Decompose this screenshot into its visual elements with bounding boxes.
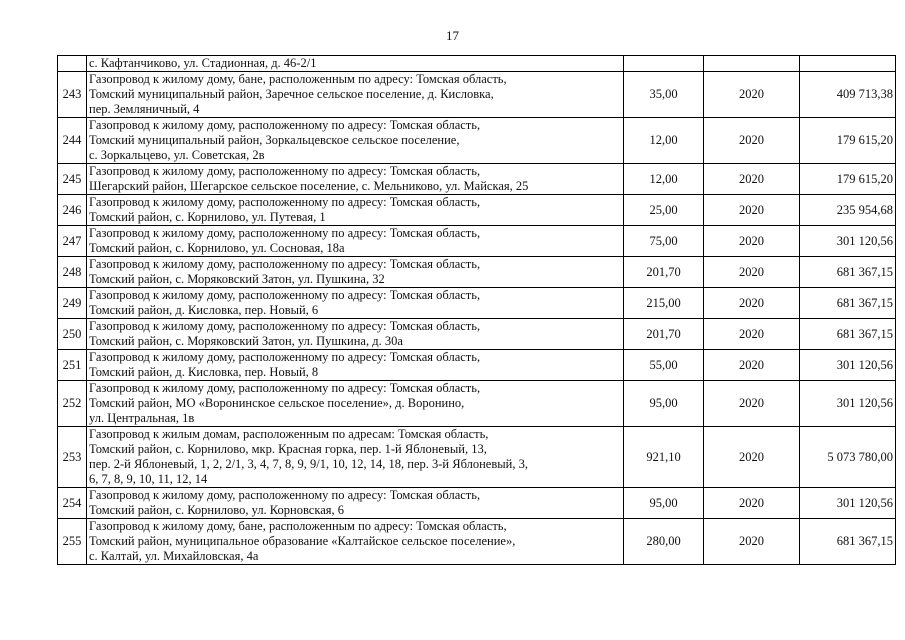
row-cost: 681 367,15	[800, 519, 896, 565]
row-description: Газопровод к жилому дому, расположенному по адресу: Томская область, Томский район, с. Моряковский Затон, ул. Пушкина, д. 30а	[87, 319, 624, 350]
row-description: Газопровод к жилому дому, расположенному по адресу: Томская область, Шегарский район, Шегарское сельское поселение, с. Мельниково, ул. Майская, 25	[87, 164, 624, 195]
row-description: Газопровод к жилому дому, расположенному по адресу: Томская область, Томский район, с. Моряковский Затон, ул. Пушкина, 32	[87, 257, 624, 288]
row-description: Газопровод к жилому дому, расположенному по адресу: Томская область, Томский район, д. Кисловка, пер. Новый, 6	[87, 288, 624, 319]
row-cost: 301 120,56	[800, 350, 896, 381]
row-description: Газопровод к жилому дому, бане, расположенным по адресу: Томская область, Томский муниципальный район, Заречное сельское поселение, д. Кисловка, пер. Земляничный, 4	[87, 72, 624, 118]
row-number: 248	[58, 257, 87, 288]
table-row	[58, 488, 896, 519]
row-length: 25,00	[624, 195, 704, 226]
row-cost: 179 615,20	[800, 164, 896, 195]
row-year: 2020	[704, 226, 800, 257]
row-number: 251	[58, 350, 87, 381]
row-number: 253	[58, 427, 87, 488]
row-year: 2020	[704, 488, 800, 519]
table-row	[58, 319, 896, 350]
row-year: 2020	[704, 195, 800, 226]
row-number: 247	[58, 226, 87, 257]
row-length: 75,00	[624, 226, 704, 257]
row-description: Газопровод к жилому дому, бане, расположенным по адресу: Томская область, Томский район, муниципальное образование «Калтайское сельское поселение», с. Калтай, ул. Михайловская, 4а	[87, 519, 624, 565]
row-year: 2020	[704, 164, 800, 195]
row-year: 2020	[704, 72, 800, 118]
row-year: 2020	[704, 350, 800, 381]
row-cost: 301 120,56	[800, 488, 896, 519]
page-number: 17	[446, 28, 459, 43]
row-year: 2020	[704, 427, 800, 488]
row-length: 35,00	[624, 72, 704, 118]
table-row	[58, 118, 896, 164]
row-length: 95,00	[624, 381, 704, 427]
row-year: 2020	[704, 288, 800, 319]
row-year: 2020	[704, 118, 800, 164]
row-number: 250	[58, 319, 87, 350]
row-length: 215,00	[624, 288, 704, 319]
table-row	[58, 427, 896, 488]
row-length: 55,00	[624, 350, 704, 381]
table-row	[58, 226, 896, 257]
row-cost: 681 367,15	[800, 288, 896, 319]
row-number	[58, 56, 87, 72]
row-length: 921,10	[624, 427, 704, 488]
row-cost: 5 073 780,00	[800, 427, 896, 488]
row-description: Газопровод к жилому дому, расположенному по адресу: Томская область, Томский район, с. Корнилово, ул. Корновская, 6	[87, 488, 624, 519]
row-cost: 681 367,15	[800, 257, 896, 288]
row-number: 244	[58, 118, 87, 164]
row-year: 2020	[704, 381, 800, 427]
row-cost: 301 120,56	[800, 381, 896, 427]
row-year: 2020	[704, 257, 800, 288]
row-length: 12,00	[624, 164, 704, 195]
row-description: с. Кафтанчиково, ул. Стадионная, д. 46-2/1	[87, 56, 624, 72]
row-length: 95,00	[624, 488, 704, 519]
row-number: 246	[58, 195, 87, 226]
table-row	[58, 72, 896, 118]
row-number: 252	[58, 381, 87, 427]
row-cost: 681 367,15	[800, 319, 896, 350]
table-row	[58, 257, 896, 288]
row-year: 2020	[704, 519, 800, 565]
row-description: Газопровод к жилому дому, расположенному по адресу: Томская область, Томский муниципальный район, Зоркальцевское сельское поселение, с. Зоркальцево, ул. Советская, 2в	[87, 118, 624, 164]
table-row	[58, 381, 896, 427]
table-row	[58, 56, 896, 72]
row-number: 254	[58, 488, 87, 519]
table-row	[58, 195, 896, 226]
row-description: Газопровод к жилым домам, расположенным по адресам: Томская область, Томский район, с. Корнилово, мкр. Красная горка, пер. 1-й Яблоневый, 13, пер. 2-й Яблоневый, 1, 2, 2/1, 3, 4, 7, 8, 9, 9/1, 10, 12, 14, 18, пер. 3-й Яблоневый, 3, 6, 7, 8, 9, 10, 11, 12, 14	[87, 427, 624, 488]
row-description: Газопровод к жилому дому, расположенному по адресу: Томская область, Томский район, МО «Воронинское сельское поселение», д. Воронино, ул. Центральная, 1в	[87, 381, 624, 427]
row-year	[704, 56, 800, 72]
table-row	[58, 164, 896, 195]
row-length: 12,00	[624, 118, 704, 164]
row-number: 255	[58, 519, 87, 565]
row-cost: 409 713,38	[800, 72, 896, 118]
row-cost: 301 120,56	[800, 226, 896, 257]
row-year: 2020	[704, 319, 800, 350]
table-row	[58, 350, 896, 381]
table-row	[58, 519, 896, 565]
row-cost: 235 954,68	[800, 195, 896, 226]
row-description: Газопровод к жилому дому, расположенному по адресу: Томская область, Томский район, с. Корнилово, ул. Путевая, 1	[87, 195, 624, 226]
row-cost: 179 615,20	[800, 118, 896, 164]
row-number: 245	[58, 164, 87, 195]
row-length	[624, 56, 704, 72]
gas-pipeline-table	[57, 55, 896, 565]
row-description: Газопровод к жилому дому, расположенному по адресу: Томская область, Томский район, с. Корнилово, ул. Сосновая, 18а	[87, 226, 624, 257]
row-length: 280,00	[624, 519, 704, 565]
row-length: 201,70	[624, 257, 704, 288]
row-length: 201,70	[624, 319, 704, 350]
row-number: 249	[58, 288, 87, 319]
table-row	[58, 288, 896, 319]
row-number: 243	[58, 72, 87, 118]
row-description: Газопровод к жилому дому, расположенному по адресу: Томская область, Томский район, д. Кисловка, пер. Новый, 8	[87, 350, 624, 381]
row-cost	[800, 56, 896, 72]
